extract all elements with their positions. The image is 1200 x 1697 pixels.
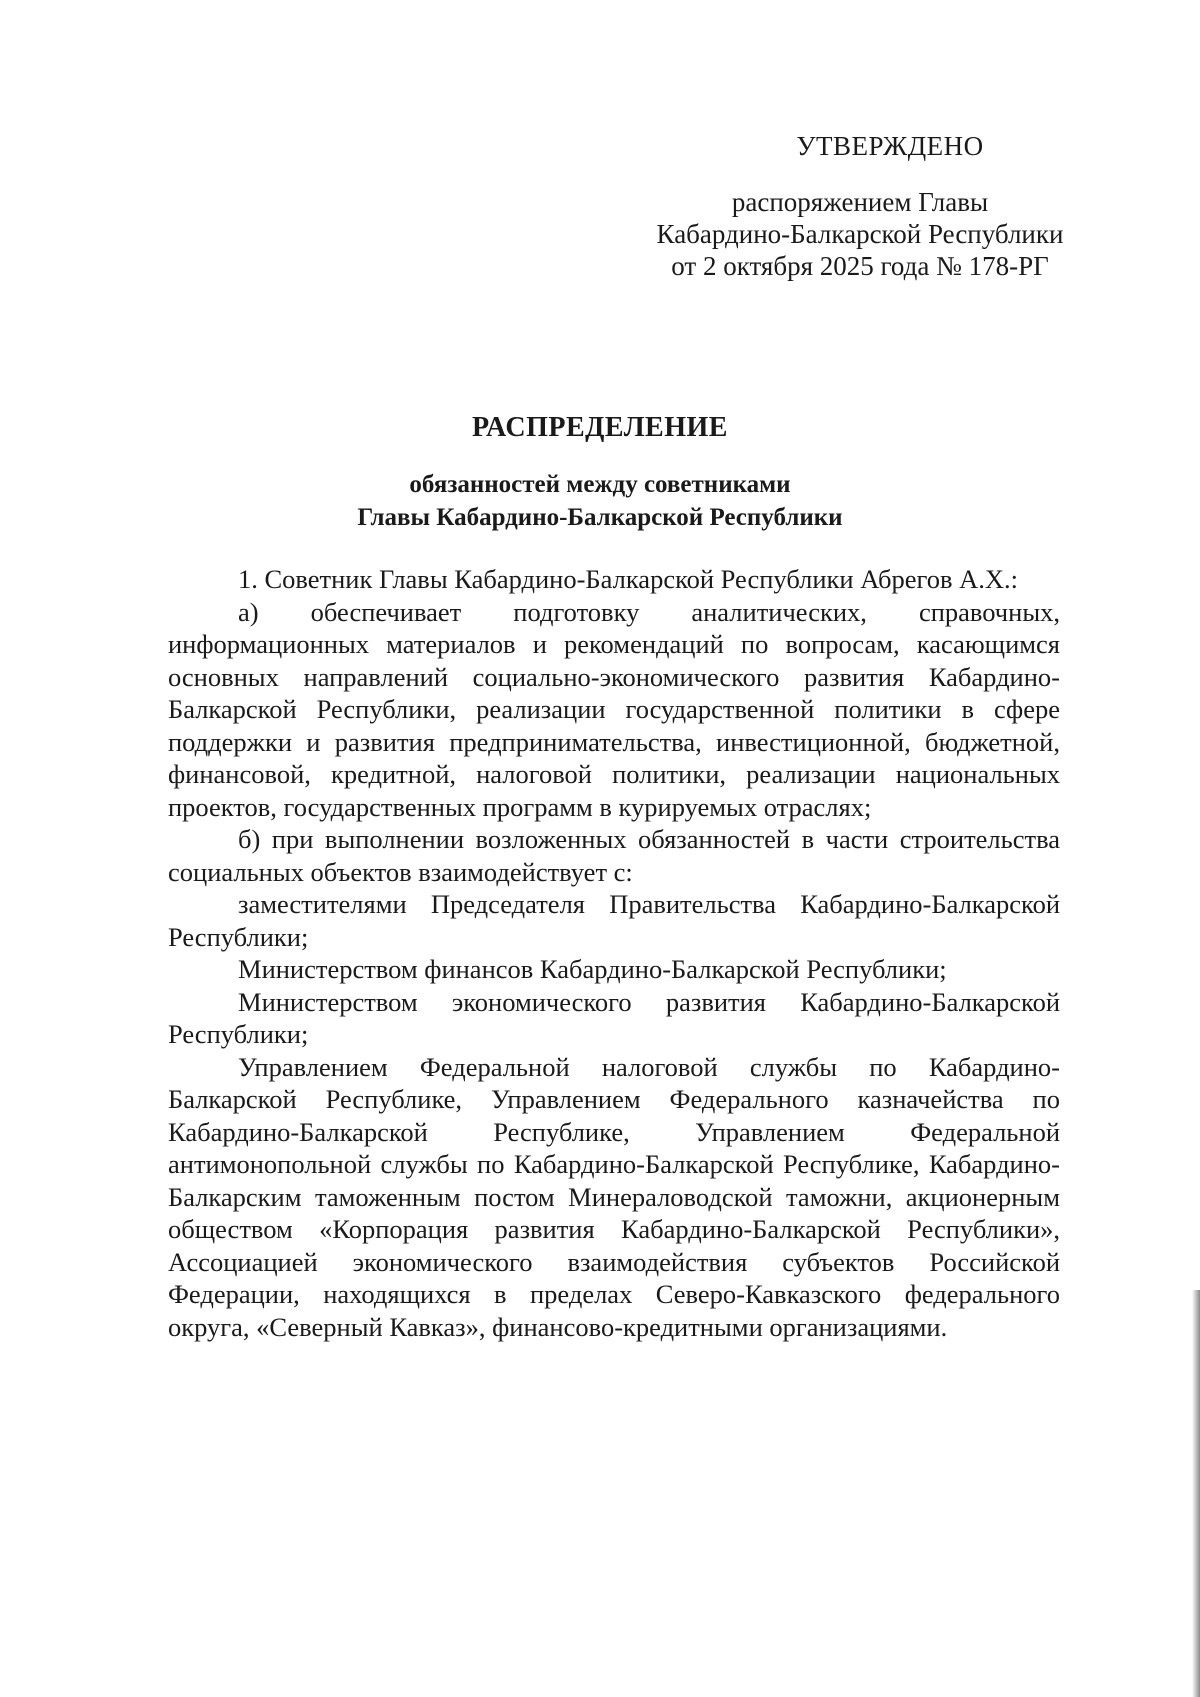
approval-title: УТВЕРЖДЕНО xyxy=(796,131,984,161)
approval-line: Кабардино-Балкарской Республики xyxy=(656,219,1064,249)
paragraph: Управлением Федеральной налоговой службы по Кабардино-Балкарской Республике, Управлением Федерального казначейства по Кабардино-Балкарской Республике, Управлением Федеральной антимонопольной службы по Кабардино-Балкарской Республике, Кабардино-Балкарским таможенным постом Минераловодской таможни, акционерным обществом «Корпорация развития Кабардино-Балкарской Республики», Ассоциацией экономического взаимодействия субъектов Российской Федерации, находящихся в пределах Северо-Кавказского федерального округа, «Северный Кавказ», финансово-кредитными организациями. xyxy=(168,1051,1060,1342)
paragraph: а) обеспечивает подготовку аналитических, справочных, информационных материалов и рекомендаций по вопросам, касающимся основных направлений социально-экономического развития Кабардино-Балкарской Республики, реализации государственной политики в сфере поддержки и развития предпринимательства, инвестиционной, бюджетной, финансовой, кредитной, налоговой политики, реализации национальных проектов, государственных программ в курируемых отраслях; xyxy=(168,596,1060,822)
document-title: РАСПРЕДЕЛЕНИЕ xyxy=(472,412,728,443)
paragraph: б) при выполнении возложенных обязанностей в части строительства социальных объектов взаимодействует с: xyxy=(168,824,1060,887)
document-subtitle xyxy=(0,468,1200,534)
paragraph: Министерством экономического развития Кабардино-Балкарской Республики; xyxy=(168,986,1060,1049)
paragraph: заместителями Председателя Правительства Кабардино-Балкарской Республики; xyxy=(168,889,1060,952)
scan-edge-shadow xyxy=(1192,1290,1200,1697)
document-body xyxy=(168,563,1060,1343)
approval-block xyxy=(600,130,1160,282)
subtitle-line: обязанностей между советниками xyxy=(409,471,791,498)
subtitle-line: Главы Кабардино-Балкарской Республики xyxy=(357,504,843,531)
paragraph: 1. Советник Главы Кабардино-Балкарской Республики Абрегов А.Х.: xyxy=(238,564,1019,594)
paragraph: Министерством финансов Кабардино-Балкарской Республики; xyxy=(238,954,947,984)
approval-date-line: от 2 октября 2025 года № 178-РГ xyxy=(671,251,1049,281)
approval-line: распоряжением Главы xyxy=(731,187,989,217)
